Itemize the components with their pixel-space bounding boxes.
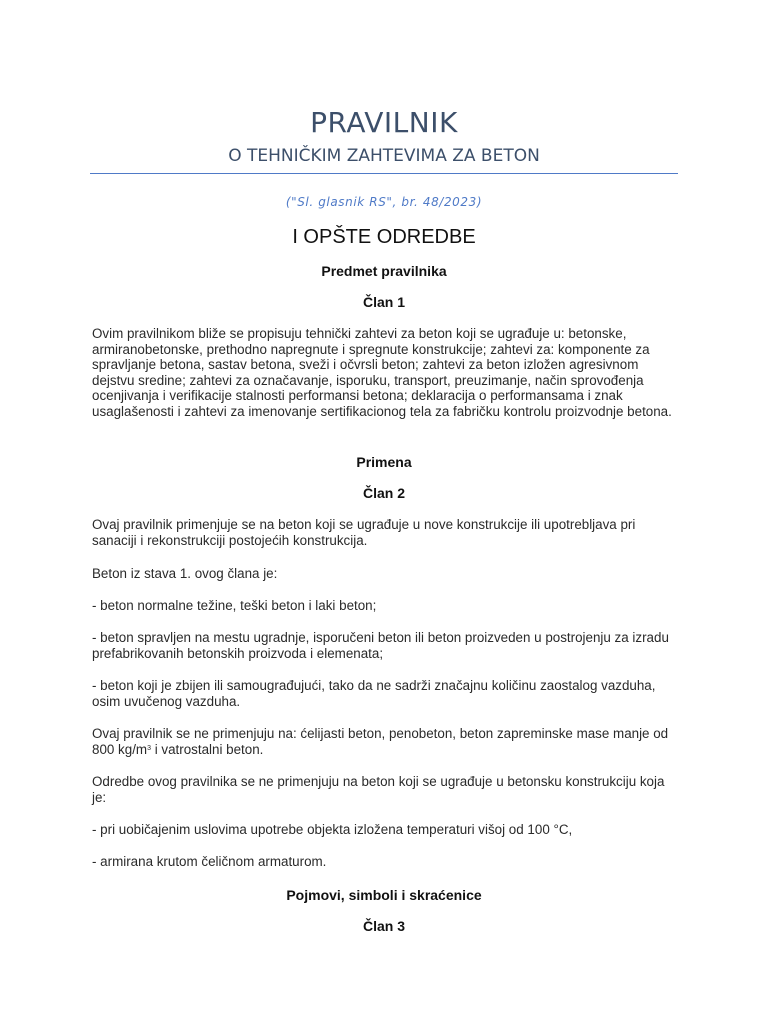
document-title: PRAVILNIK [310, 106, 458, 139]
article-1-paragraph: Ovim pravilnikom bliže se propisuju tehnički zahtevi za beton koji se ugrađuje u: betonske, armiranobetonske, prethodno napregnute i spregnute konstrukcije; zahtevi za: komponente za spravljanje betona, sastav betona, sveži i očvrsli beton; zahtevi za beton izložen agresivnom dejstvu sredine; zahtevi za označavanje, isporuku, transport, preuzimanje, način sprovođenja ocenjivanja i verifikacije stalnosti performansi betona; deklaracija o performansama i znak usaglašenosti i zahtevi za imenovanje sertifikacionog tela za fabričku kontrolu proizvodnje betona. [92, 326, 672, 419]
article-2-paragraph-2: Beton iz stava 1. ovog člana je: [92, 566, 278, 581]
document-page [90, 0, 678, 1024]
exclusions-tail: i vatrostalni beton. [151, 741, 264, 757]
title-divider [90, 173, 678, 174]
section-heading-subject: Predmet pravilnika [321, 263, 447, 279]
article-2-list-item-2: - beton spravljen na mestu ugradnje, isporučeni beton ili beton proizveden u postrojenju za izradu prefabrikovanih betonskih proizvoda i elemenata; [92, 630, 669, 661]
section-heading-application: Primena [356, 454, 412, 470]
article-2-list-item-1: - beton normalne težine, teški beton i laki beton; [92, 598, 377, 613]
exclusions-text: Ovaj pravilnik se ne primenjuju na: ćelijasti beton, penobeton, beton zapreminske mase manje od 800 kg/m [92, 726, 669, 757]
article-2-paragraph-structures: Odredbe ovog pravilnika se ne primenjuju na beton koji se ugrađuje u betonsku konstrukciju koja je: [92, 774, 665, 805]
section-heading-terms: Pojmovi, simboli i skraćenice [286, 887, 482, 903]
article-2-heading: Član 2 [362, 485, 405, 501]
superscript-exponent: 3 [147, 744, 151, 752]
article-2-paragraph-exclusions [92, 726, 682, 757]
article-2-list-item-4: - pri uobičajenim uslovima upotrebe objekta izložena temperaturi višoj od 100 °C, [92, 822, 573, 837]
article-3-heading: Član 3 [362, 918, 405, 934]
article-1-heading: Član 1 [362, 294, 405, 310]
article-2-list-item-5: - armirana krutom čeličnom armaturom. [92, 854, 327, 869]
document-subtitle: O TEHNIČKIM ZAHTEVIMA ZA BETON [228, 146, 540, 166]
chapter-heading: I OPŠTE ODREDBE [292, 226, 476, 248]
article-2-list-item-3: - beton koji je zbijen ili samougrađujući, tako da ne sadrži značajnu količinu zaostalog vazduha, osim uvučenog vazduha. [92, 678, 656, 709]
article-2-paragraph-1: Ovaj pravilnik primenjuje se na beton koji se ugrađuje u nove konstrukcije ili upotrebljava pri sanaciji i rekonstrukciji postojećih konstrukcija. [92, 517, 636, 548]
gazette-reference: ("Sl. glasnik RS", br. 48/2023) [285, 195, 483, 209]
